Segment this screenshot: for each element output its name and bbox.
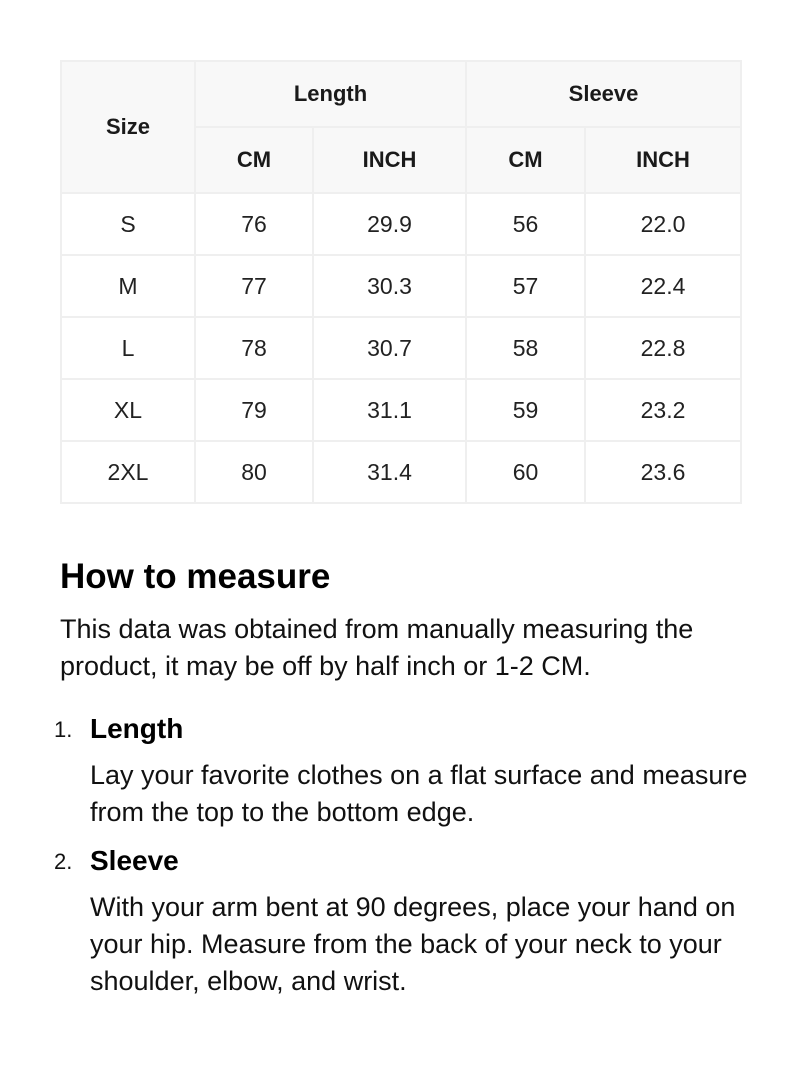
step-number: 2. <box>54 849 73 874</box>
length-cm-header: CM <box>195 127 313 193</box>
sleeve-group-header: Sleeve <box>466 61 741 127</box>
sleeve-cm-header: CM <box>466 127 585 193</box>
length-inch-cell: 30.3 <box>313 255 466 317</box>
size-cell: XL <box>61 379 195 441</box>
sleeve-inch-header: INCH <box>585 127 741 193</box>
sleeve-inch-cell: 22.4 <box>585 255 741 317</box>
sleeve-cm-cell: 56 <box>466 193 585 255</box>
length-inch-header: INCH <box>313 127 466 193</box>
table-row <box>61 317 741 379</box>
length-group-header: Length <box>195 61 466 127</box>
sleeve-inch-cell: 23.2 <box>585 379 741 441</box>
table-row <box>61 255 741 317</box>
size-cell: M <box>61 255 195 317</box>
step-title-length: Length <box>90 713 184 744</box>
size-table-body <box>61 193 741 503</box>
how-to-measure-section <box>54 555 760 1012</box>
size-cell: 2XL <box>61 441 195 503</box>
step-title-sleeve: Sleeve <box>90 845 179 876</box>
sleeve-cm-cell: 60 <box>466 441 585 503</box>
list-item <box>54 843 760 1000</box>
size-table <box>60 60 742 504</box>
length-inch-cell: 31.4 <box>313 441 466 503</box>
step-number: 1. <box>54 717 73 742</box>
step-text-sleeve: With your arm bent at 90 degrees, place your hand on your hip. Measure from the back of your neck to your shoulder, elbow, and wrist. <box>90 892 736 996</box>
size-table-header <box>61 61 741 193</box>
length-cm-cell: 76 <box>195 193 313 255</box>
table-row <box>61 379 741 441</box>
sleeve-cm-cell: 57 <box>466 255 585 317</box>
size-cell: L <box>61 317 195 379</box>
sleeve-cm-cell: 59 <box>466 379 585 441</box>
length-cm-cell: 77 <box>195 255 313 317</box>
size-column-header: Size <box>61 61 195 193</box>
table-row <box>61 193 741 255</box>
sleeve-cm-cell: 58 <box>466 317 585 379</box>
sleeve-inch-cell: 22.0 <box>585 193 741 255</box>
header-row-groups <box>61 61 741 127</box>
size-cell: S <box>61 193 195 255</box>
how-to-measure-title: How to measure <box>60 557 331 596</box>
length-inch-cell: 31.1 <box>313 379 466 441</box>
length-cm-cell: 80 <box>195 441 313 503</box>
how-to-measure-intro: This data was obtained from manually measuring the product, it may be off by half inch or 1-2 CM. <box>60 614 694 681</box>
list-item <box>54 711 760 831</box>
length-cm-cell: 78 <box>195 317 313 379</box>
table-row <box>61 441 741 503</box>
length-inch-cell: 29.9 <box>313 193 466 255</box>
length-cm-cell: 79 <box>195 379 313 441</box>
sleeve-inch-cell: 23.6 <box>585 441 741 503</box>
measure-steps-list <box>54 711 760 1000</box>
length-inch-cell: 30.7 <box>313 317 466 379</box>
sleeve-inch-cell: 22.8 <box>585 317 741 379</box>
step-text-length: Lay your favorite clothes on a flat surface and measure from the top to the bottom edge. <box>90 760 748 827</box>
